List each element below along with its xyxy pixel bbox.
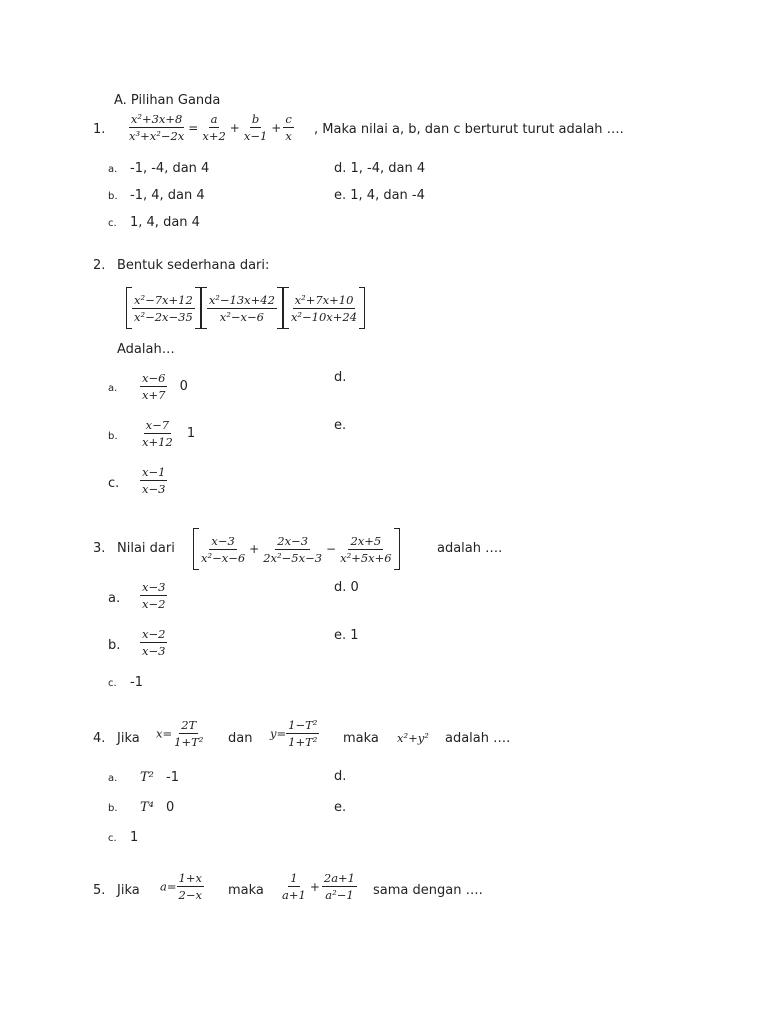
q2-fraction-1 — [132, 293, 195, 324]
q5-a-num: 1+x — [178, 871, 202, 885]
section-heading: A. Pilihan Ganda — [114, 93, 221, 108]
q2-option-e: e. — [334, 418, 347, 433]
q3-a-num: x−3 — [142, 580, 166, 594]
q1-equals: = — [188, 120, 199, 135]
question-4-dan: dan — [228, 731, 253, 746]
question-4-number: 4. — [93, 731, 106, 746]
q2-fraction-3 — [289, 293, 359, 324]
q1-term-b — [242, 112, 269, 143]
q3-plus: + — [249, 542, 260, 556]
q1-option-c: 1, 4, dan 4 — [130, 215, 200, 230]
q4-option-a-letter: a. — [108, 773, 118, 784]
q1-option-b-letter: b. — [108, 191, 118, 202]
question-3-text: Nilai dari — [117, 541, 175, 556]
q3-fraction-3 — [338, 534, 394, 565]
q1-plus-1: + — [229, 120, 240, 135]
q1-option-d: d. 1, -4, dan 4 — [334, 161, 426, 176]
q3-option-c-letter: c. — [108, 678, 117, 689]
question-5-number: 5. — [93, 883, 106, 898]
q2-option-b-fraction — [140, 418, 175, 449]
q1-option-e: e. 1, 4, dan -4 — [334, 188, 425, 203]
q3-option-b-letter: b. — [108, 638, 121, 653]
question-2-adalah: Adalah… — [117, 342, 175, 357]
q1-lhs-fraction — [127, 112, 186, 143]
q5-a-den: 2−x — [178, 888, 202, 902]
q4-x-fraction — [172, 718, 205, 749]
q2-option-a — [140, 371, 188, 402]
q4-x-definition — [156, 718, 205, 749]
q4-y-fraction — [286, 718, 319, 749]
q2-c-num: x−1 — [142, 465, 166, 479]
q4-x-num: 2T — [181, 718, 197, 732]
q3-f3-den: x²+5x+6 — [340, 550, 392, 565]
q1-term-c — [283, 112, 294, 143]
q1-term-c-den: x — [285, 129, 292, 143]
q3-option-a-letter: a. — [108, 591, 121, 606]
q4-expression: x²+y² — [397, 731, 429, 745]
q1-term-c-num: c — [285, 112, 292, 126]
q2-f3-num: x²+7x+10 — [294, 292, 354, 307]
q3-f3-num: 2x+5 — [350, 533, 382, 548]
q1-term-b-den: x−1 — [243, 129, 268, 143]
q3-fraction-2 — [261, 534, 324, 565]
q5-f2-num: 2a+1 — [323, 871, 356, 885]
q2-option-c-fraction — [140, 465, 167, 496]
q2-option-a-letter: a. — [108, 383, 118, 394]
q3-f2-den: 2x²−5x−3 — [263, 550, 323, 565]
q2-f2-den: x²−x−6 — [219, 309, 264, 324]
q3-option-d: d. 0 — [334, 580, 359, 595]
q5-plus: + — [309, 879, 320, 894]
q2-a-den: x+7 — [142, 388, 166, 402]
q5-expression — [280, 871, 357, 902]
q2-option-c — [140, 465, 167, 496]
q4-x-eq: x= — [156, 726, 173, 741]
q2-fraction-2 — [207, 293, 277, 324]
q5-fraction-1 — [280, 871, 308, 902]
question-1-equation — [127, 112, 294, 143]
question-1-text: , Maka nilai a, b, dan c berturut turut adalah …. — [314, 122, 624, 137]
q1-term-a-num: a — [210, 112, 218, 126]
q2-option-a-fraction — [140, 371, 167, 402]
question-3-number: 3. — [93, 541, 106, 556]
q2-f3-den: x²−10x+24 — [290, 309, 358, 324]
q3-fraction-1 — [199, 534, 247, 565]
q5-fraction-2 — [322, 871, 357, 902]
q2-c-den: x−3 — [142, 482, 166, 496]
q5-f1-den: a+1 — [282, 888, 306, 902]
q4-option-d: d. — [334, 769, 347, 784]
q4-y-definition — [270, 718, 319, 749]
q4-option-c: 1 — [130, 830, 139, 845]
q2-b-den: x+12 — [142, 435, 173, 449]
q3-b-num: x−2 — [142, 627, 166, 641]
question-3-tail: adalah …. — [437, 541, 503, 556]
q4-option-a-math: T² — [140, 770, 154, 785]
q2-b-num: x−7 — [145, 418, 170, 432]
q5-a-definition — [160, 871, 204, 902]
question-5-tail: sama dengan …. — [373, 883, 483, 898]
question-3-expression — [193, 528, 400, 570]
question-4-tail: adalah …. — [445, 731, 511, 746]
q2-bracket-right-3 — [359, 287, 365, 329]
q2-f2-num: x²−13x+42 — [208, 292, 275, 307]
q2-option-d: d. — [334, 370, 347, 385]
q1-option-a-letter: a. — [108, 164, 118, 175]
q4-y-num: 1−T² — [288, 718, 318, 732]
q2-a-num: x−6 — [142, 371, 166, 385]
q2-option-b-extra: 1 — [186, 426, 196, 441]
q1-option-a: -1, -4, dan 4 — [130, 161, 210, 176]
q3-f1-num: x−3 — [211, 533, 235, 548]
q1-option-b: -1, 4, dan 4 — [130, 188, 205, 203]
question-5-maka: maka — [228, 883, 264, 898]
q1-term-a — [200, 112, 227, 143]
question-5-jika: Jika — [117, 883, 140, 898]
q3-a-den: x−2 — [142, 597, 166, 611]
q4-y-den: 1+T² — [288, 735, 318, 749]
q3-option-e: e. 1 — [334, 628, 359, 643]
q2-f1-num: x²−7x+12 — [134, 292, 193, 307]
q5-f1-num: 1 — [290, 871, 298, 885]
q1-option-c-letter: c. — [108, 218, 117, 229]
q2-option-c-letter: c. — [108, 476, 120, 491]
q1-term-a-den: x+2 — [202, 129, 226, 143]
q1-lhs-numerator: x²+3x+8 — [130, 112, 183, 126]
q3-f1-den: x²−x−6 — [201, 550, 246, 565]
q4-option-a-extra: -1 — [166, 770, 179, 785]
q3-option-c: -1 — [130, 675, 143, 690]
question-2-text: Bentuk sederhana dari: — [117, 258, 270, 273]
question-4-maka: maka — [343, 731, 379, 746]
q2-option-a-extra: 0 — [179, 379, 188, 394]
q3-minus: − — [326, 542, 337, 556]
q4-option-b-math: T⁴ — [140, 800, 154, 815]
q4-y-eq: y= — [270, 726, 287, 741]
q4-x-den: 1+T² — [174, 735, 204, 749]
q2-option-b — [140, 418, 195, 449]
q3-bracket-right — [394, 528, 400, 570]
q2-option-b-letter: b. — [108, 431, 118, 442]
q4-option-b-letter: b. — [108, 803, 118, 814]
q3-option-a-fraction — [140, 580, 167, 611]
q5-a-eq: a= — [160, 879, 177, 894]
q4-option-e: e. — [334, 800, 347, 815]
q2-f1-den: x²−2x−35 — [134, 309, 193, 324]
q1-plus-2: + — [271, 120, 282, 135]
question-4-jika: Jika — [117, 731, 140, 746]
q4-option-b-extra: 0 — [166, 800, 175, 815]
q5-f2-den: a²−1 — [325, 888, 354, 902]
q3-option-b-fraction — [140, 627, 167, 658]
q3-option-b — [140, 627, 167, 658]
question-1-number: 1. — [93, 122, 106, 137]
question-2-expression — [126, 287, 365, 329]
q3-b-den: x−3 — [142, 644, 166, 658]
q3-option-a — [140, 580, 167, 611]
q3-f2-num: 2x−3 — [277, 533, 309, 548]
q1-term-b-num: b — [251, 112, 260, 126]
q4-option-c-letter: c. — [108, 833, 117, 844]
question-2-number: 2. — [93, 258, 106, 273]
q1-lhs-denominator: x³+x²−2x — [129, 129, 185, 143]
q5-a-fraction — [177, 871, 204, 902]
